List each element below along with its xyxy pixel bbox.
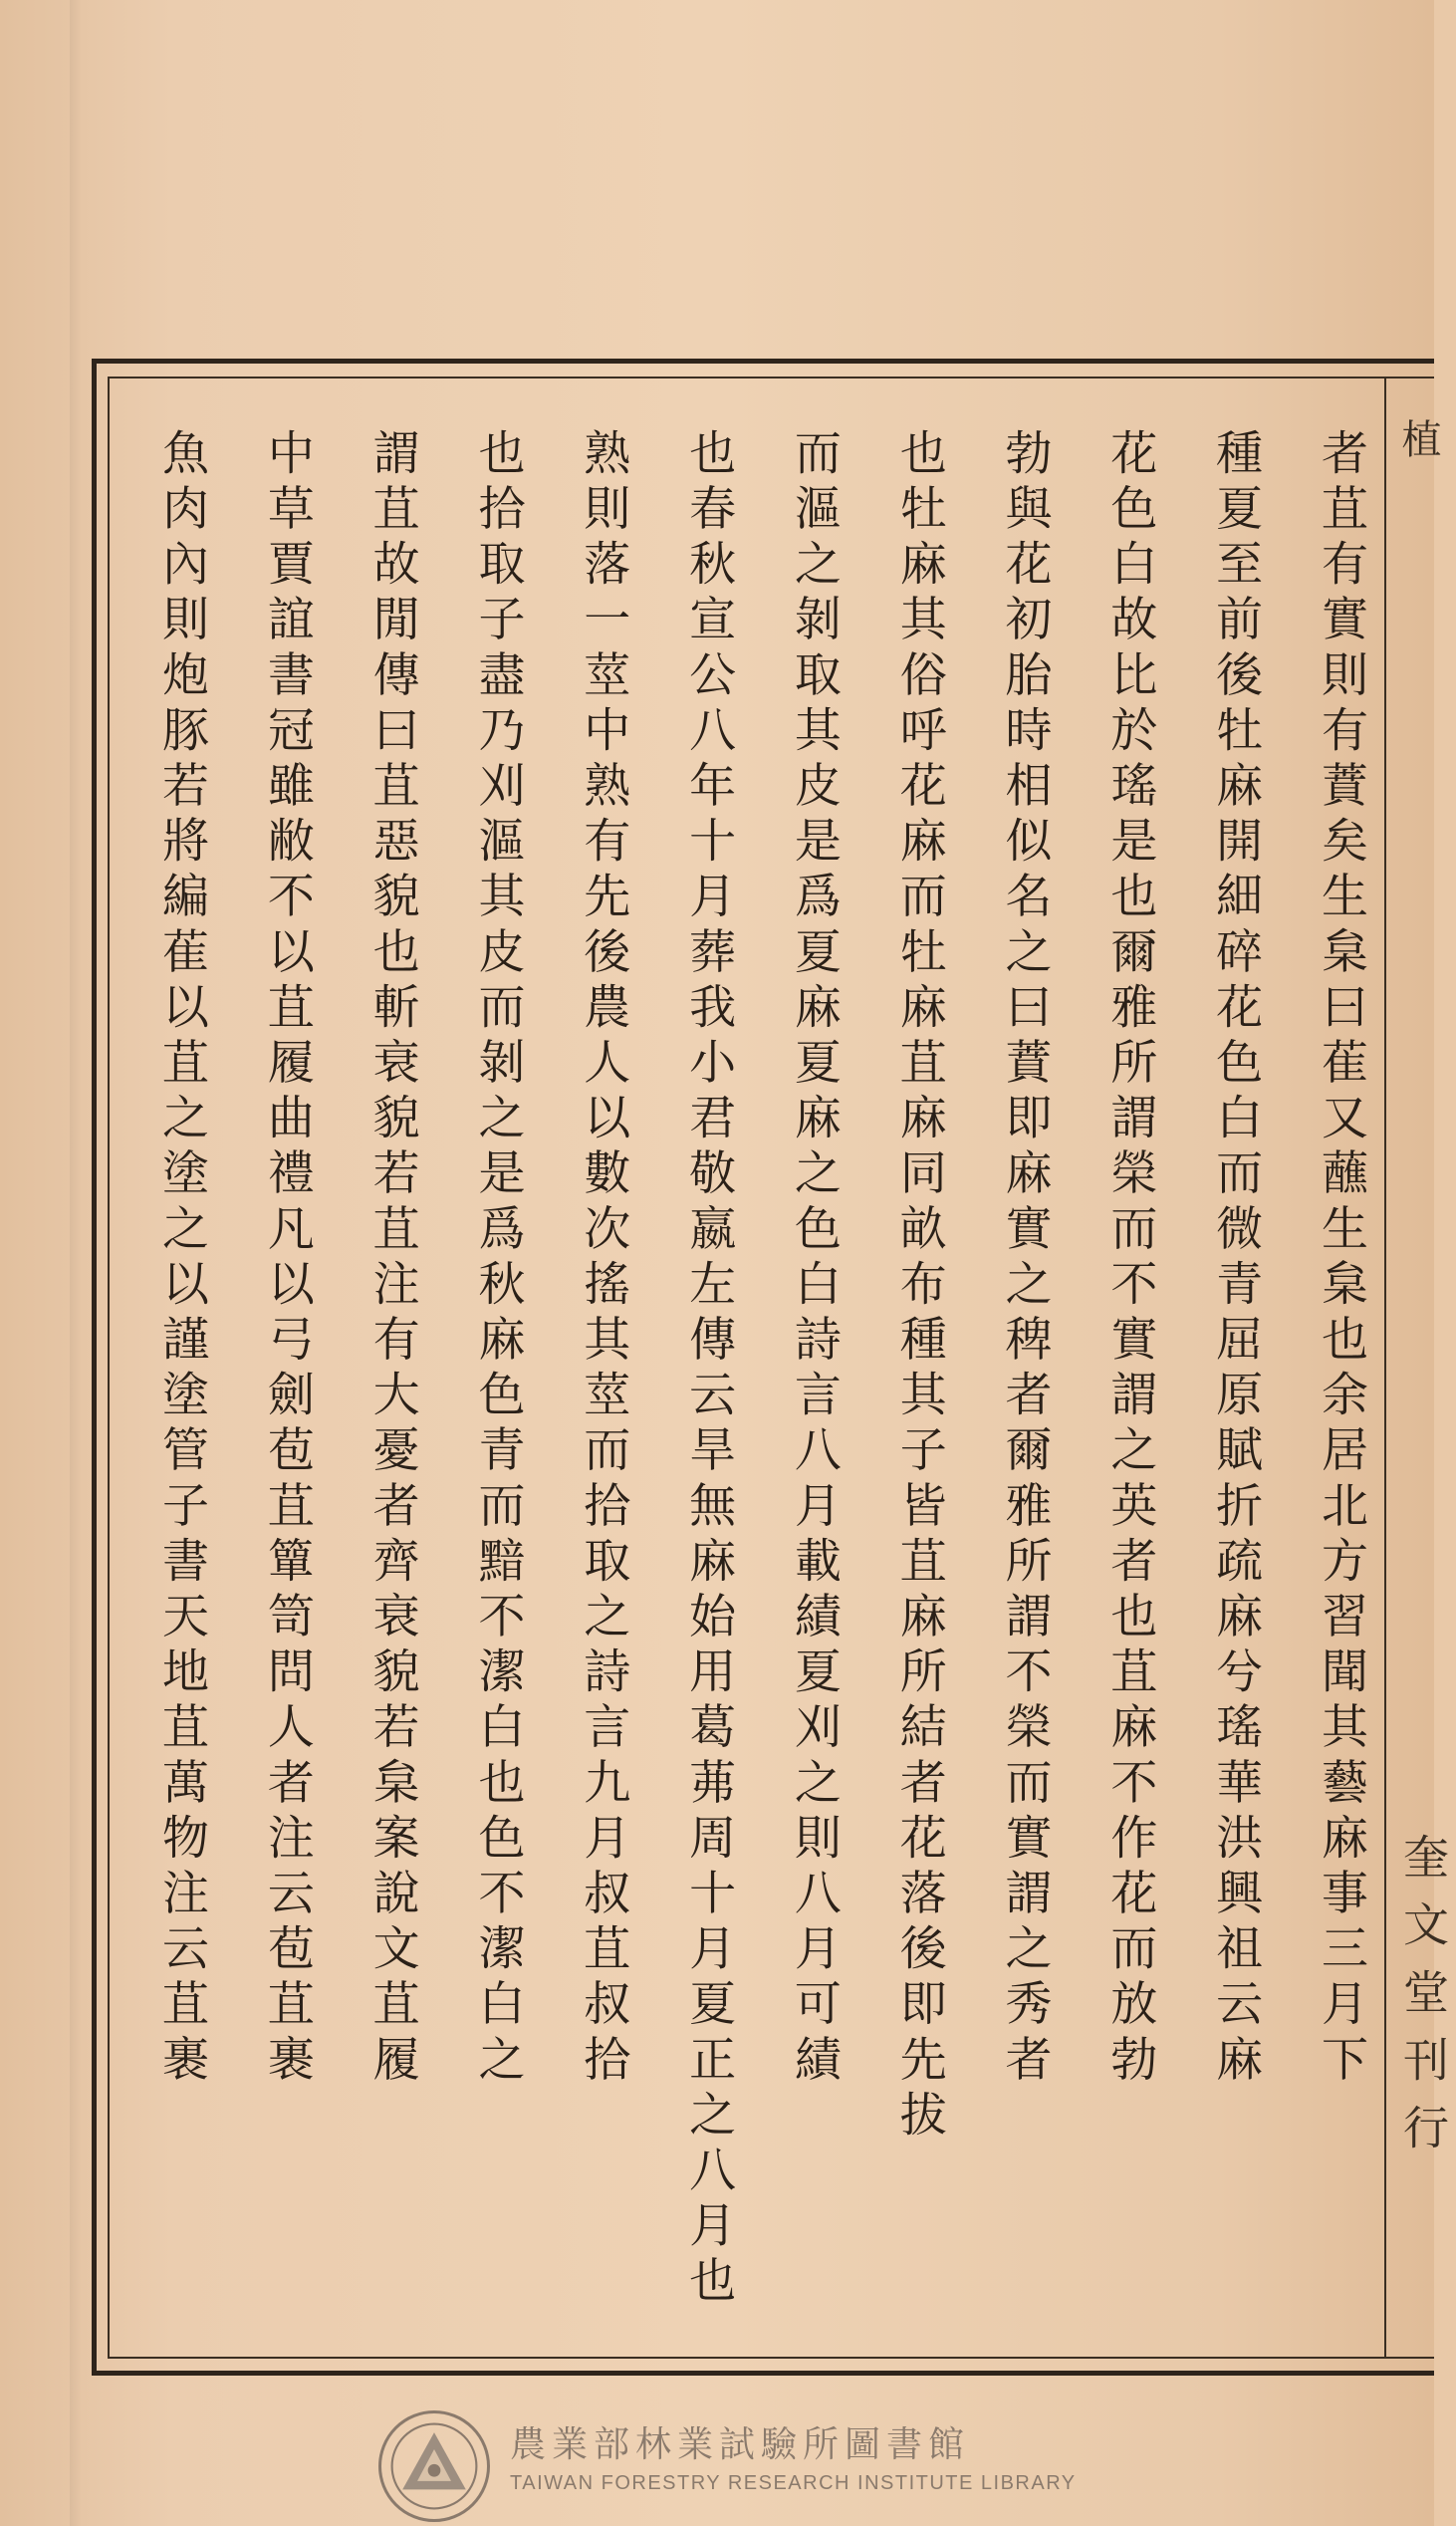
library-name-chinese: 農業部林業試驗所圖書館 (510, 2424, 971, 2465)
library-name-english: TAIWAN FORESTRY RESEARCH INSTITUTE LIBRARY (510, 2472, 1077, 2494)
text-column: 熟則落一莖中熟有先後農人以數次搖其莖而拾取之詩言九月叔苴叔拾 (576, 428, 631, 2090)
library-seal-icon (378, 2410, 490, 2522)
text-column: 勃與花初胎時相似名之曰蕡即麻實之稗者爾雅所謂不榮而實謂之秀者 (997, 428, 1053, 2090)
block-heart-column (1390, 418, 1450, 2311)
block-heart-title: 植 (1395, 418, 1441, 462)
text-column: 中草賈誼書冠雖敝不以苴履曲禮凡以弓劍苞苴簞笥問人者注云苞苴裹 (259, 428, 315, 2090)
margin-rule (1384, 377, 1386, 2359)
publisher-mark: 奎文堂刊行 (1396, 1833, 1450, 2171)
text-column: 也拾取子盡乃刈漚其皮而剝之是爲秋麻色青而黯不潔白也色不潔白之 (470, 428, 526, 2090)
main-text (139, 428, 1368, 2312)
text-column: 種夏至前後牡麻開細碎花色白而微青屈原賦折疏麻兮瑤華洪興祖云麻 (1208, 428, 1264, 2090)
text-column: 魚肉內則炮豚若將編萑以苴之塗之以謹塗管子書天地苴萬物注云苴裹 (154, 428, 209, 2090)
text-column: 者苴有實則有蕡矣生枲曰萑又蘸生枲也余居北方習聞其藝麻事三月下 (1313, 428, 1368, 2090)
text-column: 也牡麻其俗呼花麻而牡麻苴麻同畝布種其子皆苴麻所結者花落後即先拔 (891, 428, 947, 2146)
page-gutter-shadow (70, 0, 82, 2526)
text-column: 而漚之剝取其皮是爲夏麻夏麻之色白詩言八月載績夏刈之則八月可績 (786, 428, 842, 2090)
text-column: 也春秋宣公八年十月葬我小君敬嬴左傳云旱無麻始用葛茀周十月夏正之八月也 (681, 428, 737, 2312)
text-column: 謂苴故閒傳曰苴惡貌也斬衰貌若苴注有大憂者齊衰貌若枲案說文苴履 (364, 428, 420, 2090)
text-column: 花色白故比於瑤是也爾雅所謂榮而不實謂之英者也苴麻不作花而放勃 (1102, 428, 1158, 2090)
